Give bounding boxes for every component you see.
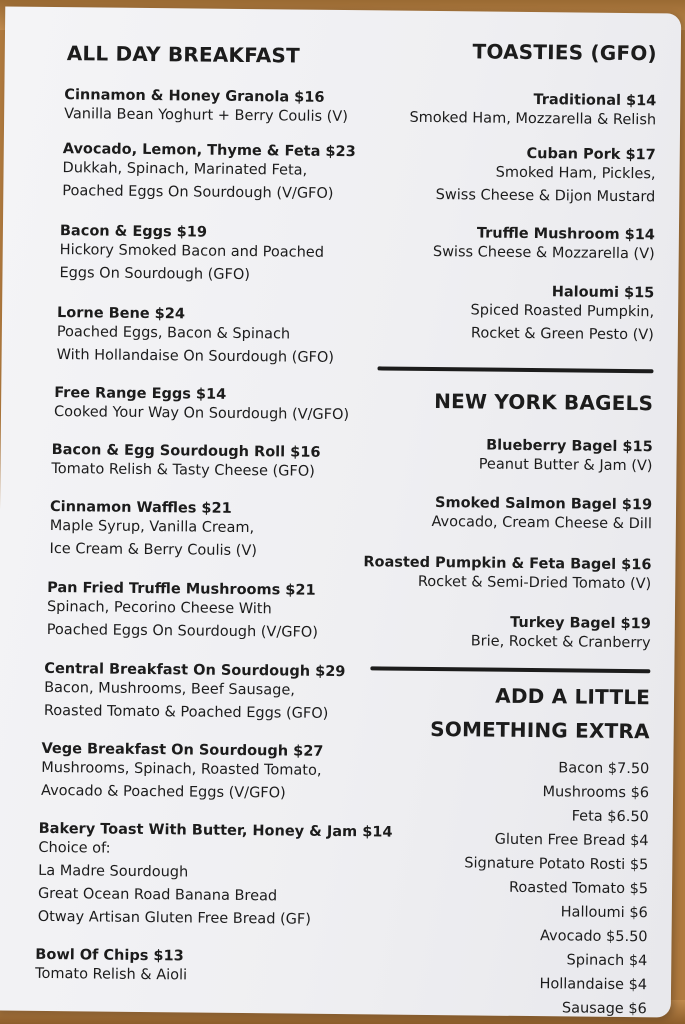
item-desc: Maple Syrup, Vanilla Cream, — [49, 517, 255, 537]
item-desc: Brie, Rocket & Cranberry — [470, 633, 651, 652]
item-name: Cinnamon Waffles $21 — [49, 498, 232, 517]
item-name: Lorne Bene $24 — [56, 305, 186, 323]
item-desc: Ice Cream & Berry Coulis (V) — [49, 540, 258, 560]
extra-item: Avocado $5.50 — [539, 928, 648, 946]
extra-item: Roasted Tomato $5 — [508, 879, 649, 898]
item-name: Haloumi $15 — [551, 284, 655, 302]
item-desc: La Madre Sourdough — [38, 862, 189, 881]
item-name: Traditional $14 — [533, 92, 657, 110]
item-desc: Choice of: — [38, 839, 111, 857]
extra-item: Halloumi $6 — [560, 904, 648, 922]
item-desc: Swiss Cheese & Mozzarella (V) — [432, 243, 655, 263]
item-desc: Roasted Tomato & Poached Eggs (GFO) — [43, 702, 329, 722]
item-name: Smoked Salmon Bagel $19 — [435, 495, 653, 514]
item-name: Blueberry Bagel $15 — [486, 437, 653, 456]
item-desc: Otway Artisan Gluten Free Bread (GF) — [37, 908, 312, 928]
menu-item — [51, 442, 320, 484]
item-name: Turkey Bagel $19 — [510, 614, 651, 633]
item-desc: Tomato Relish & Tasty Cheese (GFO) — [51, 460, 315, 480]
extra-item: Spinach $4 — [566, 952, 648, 970]
extra-item: Gluten Free Bread $4 — [494, 831, 649, 850]
menu-item — [59, 223, 324, 288]
item-name: Avocado, Lemon, Thyme & Feta $23 — [62, 141, 356, 161]
menu-item — [44, 661, 346, 726]
item-name: Roasted Pumpkin & Feta Bagel $16 — [363, 554, 652, 574]
item-desc: Spinach, Pecorino Cheese With — [46, 598, 272, 618]
item-desc: Vanilla Bean Yoghurt + Berry Coulis (V) — [64, 106, 349, 126]
item-desc: Poached Eggs On Sourdough (V/GFO) — [46, 621, 319, 641]
item-desc: Cooked Your Way On Sourdough (V/GFO) — [53, 404, 350, 424]
item-desc: Great Ocean Road Banana Bread — [37, 885, 278, 905]
item-name: Bacon & Egg Sourdough Roll $16 — [51, 441, 321, 461]
item-desc: Mushrooms, Spinach, Roasted Tomato, — [41, 759, 322, 779]
item-name: Central Breakfast On Sourdough $29 — [44, 660, 346, 681]
menu-item — [35, 947, 187, 988]
breakfast-title: ALL DAY BREAKFAST — [66, 41, 301, 68]
item-name: Pan Fried Truffle Mushrooms $21 — [47, 579, 316, 599]
item-desc: Avocado, Cream Cheese & Dill — [431, 513, 652, 533]
menu-item — [41, 741, 324, 806]
item-desc: Tomato Relish & Aioli — [35, 965, 188, 984]
menu-item — [57, 305, 335, 370]
extra-item: Signature Potato Rosti $5 — [464, 855, 649, 874]
menu-page — [0, 6, 681, 1017]
menu-item — [471, 614, 651, 655]
menu-item — [433, 225, 655, 266]
extra-item: Hollandaise $4 — [539, 976, 648, 994]
item-name: Bacon & Eggs $19 — [59, 223, 208, 241]
item-desc: Swiss Cheese & Dijon Mustard — [435, 187, 656, 206]
extra-item: Feta $6.50 — [571, 808, 649, 826]
item-desc: Eggs On Sourdough (GFO) — [59, 265, 251, 284]
extra-item: Mushrooms $6 — [542, 784, 650, 802]
item-name: Cinnamon & Honey Granola $16 — [64, 87, 325, 106]
menu-item — [363, 554, 652, 596]
item-desc: Poached Eggs, Bacon & Spinach — [56, 324, 291, 343]
item-name: Truffle Mushroom $14 — [476, 225, 655, 244]
item-desc: Rocket & Green Pesto (V) — [470, 325, 654, 344]
menu-item — [62, 141, 356, 206]
item-name: Free Range Eggs $14 — [54, 385, 227, 403]
menu-item — [47, 580, 319, 645]
item-desc: Bacon, Mushrooms, Beef Sausage, — [44, 679, 295, 699]
menu-item — [436, 145, 656, 209]
bagels-title: NEW YORK BAGELS — [434, 389, 654, 416]
menu-item — [409, 91, 656, 133]
menu-item — [470, 283, 654, 347]
item-desc: Spiced Roasted Pumpkin, — [470, 302, 655, 321]
extras-title-line1: ADD A LITTLE — [495, 683, 651, 710]
item-desc: Smoked Ham, Mozzarella & Relish — [409, 109, 657, 129]
item-desc: Peanut Butter & Jam (V) — [478, 456, 653, 475]
extras-title-line2: SOMETHING EXTRA — [430, 716, 650, 744]
item-desc: Hickory Smoked Bacon and Poached — [59, 242, 325, 261]
item-name: Bakery Toast With Butter, Honey & Jam $14 — [38, 820, 393, 841]
extra-item: Bacon $7.50 — [558, 760, 650, 778]
menu-item — [49, 499, 257, 563]
item-name: Bowl Of Chips $13 — [35, 946, 184, 965]
item-name: Vege Breakfast On Sourdough $27 — [41, 740, 324, 760]
menu-item — [431, 495, 652, 536]
item-desc: Smoked Ham, Pickles, — [495, 164, 656, 183]
section-divider — [377, 366, 653, 373]
menu-item — [54, 385, 349, 427]
item-desc: Avocado & Poached Eggs (V/GFO) — [40, 782, 286, 802]
item-desc: Rocket & Semi-Dried Tomato (V) — [417, 573, 652, 593]
item-desc: Dukkah, Spinach, Marinated Feta, — [62, 160, 308, 179]
extra-item: Sausage $6 — [561, 1000, 647, 1018]
menu-item — [64, 87, 348, 129]
menu-item — [38, 821, 393, 933]
toasties-title: TOASTIES (GFO) — [472, 39, 657, 66]
item-desc: With Hollandaise On Sourdough (GFO) — [56, 347, 335, 366]
item-desc: Poached Eggs On Sourdough (V/GFO) — [62, 183, 334, 202]
item-name: Cuban Pork $17 — [526, 145, 656, 164]
section-divider — [370, 666, 650, 673]
menu-item — [479, 437, 653, 478]
